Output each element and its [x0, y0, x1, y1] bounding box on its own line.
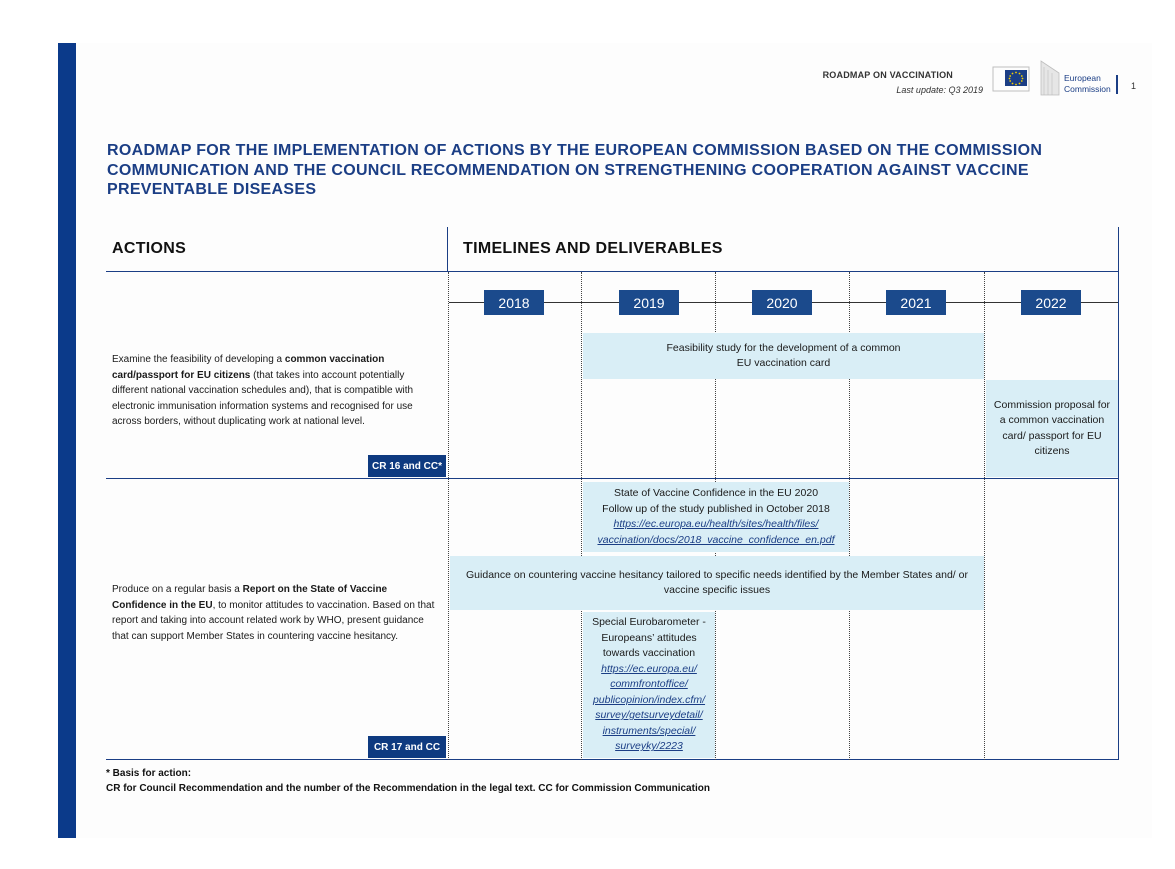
side-accent-bar — [58, 43, 76, 838]
logo-divider — [1116, 75, 1118, 94]
basis-tag: CR 17 and CC — [368, 736, 446, 758]
deliverable-hesitancy-guidance: Guidance on countering vaccine hesitancy tailored to specific needs identified by the Member States and/ or vaccine specific issues — [450, 556, 984, 610]
year-2020: 2020 — [752, 290, 812, 315]
footnote-title: * Basis for action: — [106, 768, 192, 779]
deliverable-confidence-report: State of Vaccine Confidence in the EU 2020 Follow up of the study published in October 2018 https://ec.europa.eu/health/sites/health/files/ vaccination/docs/2018_vaccine_confidence_en.pdf — [583, 482, 849, 552]
table-bottom-rule — [106, 759, 1119, 760]
last-update-label: Last update: Q3 2019 — [896, 85, 983, 95]
eurobarometer-link[interactable]: https://ec.europa.eu/ commfrontoffice/ publicopinion/index.cfm/ survey/getsurveydetail/ instruments/special/ surveyky/2223 — [592, 662, 706, 753]
logo-wordmark: European Commission — [1064, 73, 1111, 94]
action-text-vaccine-confidence: Produce on a regular basis a Report on the State of Vaccine Confidence in the EU, to monitor attitudes to vaccination. Based on that report and taking into account related work by WHO, present guidance that can support Member States in countering vaccine hesitancy. — [112, 584, 435, 642]
action-text-vaccination-card: Examine the feasibility of developing a common vaccination card/passport for EU citizens (that takes into account potentially different national vaccination schedules and), that is compatible with electronic immunisation information systems and recognised for use across borders, without duplicating work at national level. — [112, 354, 414, 427]
year-divider — [448, 272, 449, 760]
basis-tag: CR 16 and CC* — [368, 455, 446, 477]
actions-header: ACTIONS — [112, 240, 187, 257]
deliverable-eurobarometer: Special Eurobarometer - Europeans’ attitudes towards vaccination https://ec.europa.eu/ commfrontoffice/ publicopinion/index.cfm/ survey/getsurveydetail/ instruments/special/ surveyky/2223 — [583, 612, 715, 758]
row-separator — [106, 478, 1119, 479]
year-divider — [984, 272, 985, 760]
confidence-study-link[interactable]: https://ec.europa.eu/health/sites/health/files/ vaccination/docs/2018_vaccine_confidence_en.pdf — [597, 518, 835, 546]
page-number: 1 — [1131, 81, 1137, 91]
deliverable-commission-proposal: Commission proposal for a common vaccination card/ passport for EU citizens — [986, 380, 1118, 477]
header-col-divider — [447, 227, 448, 272]
deliverable-feasibility-study: Feasibility study for the development of a common EU vaccination card — [583, 333, 984, 379]
roadmap-label: ROADMAP ON VACCINATION — [822, 70, 953, 80]
year-2021: 2021 — [886, 290, 946, 315]
year-2018: 2018 — [484, 290, 544, 315]
year-2022: 2022 — [1021, 290, 1081, 315]
timelines-header: TIMELINES AND DELIVERABLES — [463, 240, 723, 257]
header-rule — [106, 271, 1119, 272]
table-right-border — [1118, 227, 1119, 760]
document-title: ROADMAP FOR THE IMPLEMENTATION OF ACTIONS BY THE EUROPEAN COMMISSION BASED ON THE COMMISSION COMMUNICATION AND THE COUNCIL RECOMMENDATION ON STRENGTHENING COOPERATION AGAINST VACCINE PREVENTABLE DISEASES — [107, 142, 1043, 198]
year-2019: 2019 — [619, 290, 679, 315]
year-divider — [581, 272, 582, 760]
footnote-text: CR for Council Recommendation and the number of the Recommendation in the legal text. CC for Commission Communication — [106, 783, 710, 794]
